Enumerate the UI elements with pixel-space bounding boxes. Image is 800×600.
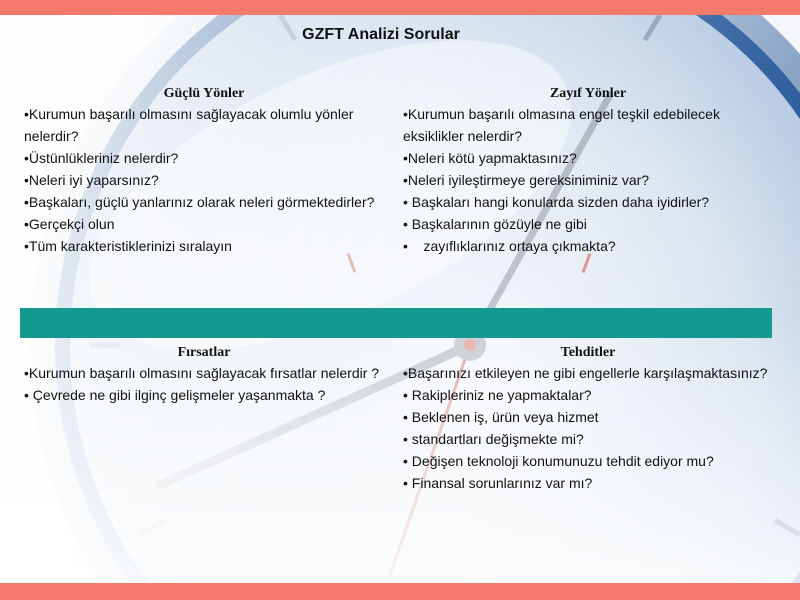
slide-title: GZFT Analizi Sorular: [302, 26, 460, 43]
threats-cell: [403, 344, 773, 494]
strengths-list: [24, 103, 384, 257]
list-item: •Kurumun başarılı olmasını sağlayacak olumlu yönler nelerdir?: [24, 106, 354, 144]
list-item: • standartları değişmekte mi?: [403, 431, 584, 447]
strengths-heading: Güçlü Yönler: [163, 86, 245, 101]
list-item: • Değişen teknoloji konumunuzu tehdit ediyor mu?: [403, 453, 714, 469]
list-item: • zayıflıklarınız ortaya çıkmakta?: [403, 238, 616, 254]
list-item: • Rakipleriniz ne yapmaktalar?: [403, 387, 592, 403]
weaknesses-cell: [403, 85, 773, 257]
threats-list: [403, 362, 773, 494]
list-item: • Çevrede ne gibi ilginç gelişmeler yaşanmakta ?: [24, 387, 326, 403]
list-item: •Neleri kötü yapmaktasınız?: [403, 150, 577, 166]
list-item: •Üstünlükleriniz nelerdir?: [24, 150, 179, 166]
opportunities-cell: [24, 344, 384, 406]
list-item: •Neleri iyi yaparsınız?: [24, 172, 159, 188]
list-item: • Beklenen iş, ürün veya hizmet: [403, 409, 599, 425]
section-divider-band: [20, 308, 772, 338]
slide: [0, 15, 800, 583]
list-item: •Gerçekçi olun: [24, 216, 115, 232]
list-item: •Başkaları, güçlü yanlarınız olarak neleri görmektedirler?: [24, 194, 375, 210]
list-item: •Başarınızı etkileyen ne gibi engellerle karşılaşmaktasınız?: [403, 365, 768, 381]
opportunities-list: [24, 362, 384, 406]
list-item: • Finansal sorunlarınız var mı?: [403, 475, 593, 491]
threats-heading: Tehditler: [560, 345, 616, 360]
list-item: •Kurumun başarılı olmasını sağlayacak fırsatlar nelerdir ?: [24, 365, 380, 381]
opportunities-heading: Fırsatlar: [177, 345, 231, 360]
list-item: •Neleri iyileştirmeye gereksiniminiz var?: [403, 172, 650, 188]
list-item: • Başkaları hangi konularda sizden daha iyidirler?: [403, 194, 710, 210]
weaknesses-heading: Zayıf Yönler: [549, 86, 627, 101]
list-item: • Başkalarının gözüyle ne gibi: [403, 216, 587, 232]
top-stripe: [0, 0, 800, 15]
list-item: •Tüm karakteristiklerinizi sıralayın: [24, 238, 232, 254]
weaknesses-list: [403, 103, 773, 257]
list-item: •Kurumun başarılı olmasına engel teşkil edebilecek eksiklikler nelerdir?: [403, 106, 720, 144]
bottom-stripe: [0, 583, 800, 600]
strengths-cell: [24, 85, 384, 257]
